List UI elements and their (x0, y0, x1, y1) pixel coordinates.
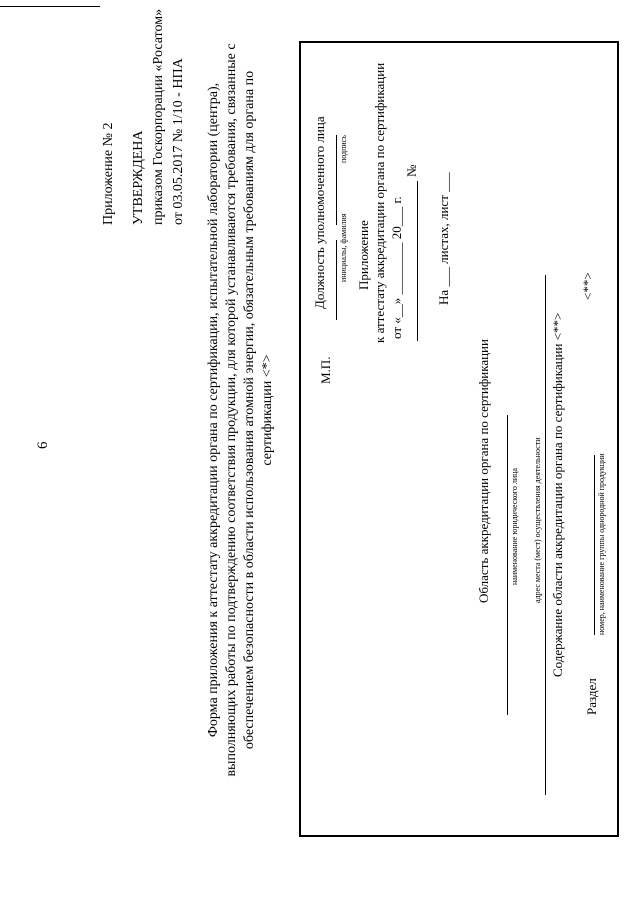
address-line (545, 275, 546, 795)
product-group-caption: номер, наименование группы однородной продукции (597, 453, 606, 635)
order-date-line: от 03.05.2017 № 1/10 - НПА (171, 58, 186, 225)
date-template: от «__» ________ 20___ г. (389, 196, 404, 339)
form-title-line-4: сертификации <*> (260, 354, 275, 466)
order-line: приказом Госкорпорации «Росатом» (151, 8, 166, 225)
number-label: № (404, 164, 419, 177)
section-label: Раздел (584, 678, 599, 715)
legal-entity-line (507, 415, 508, 715)
signature-caption: подпись (339, 135, 348, 163)
name-caption: инициалы, фамилия (339, 213, 348, 282)
appendix-to: к аттестату аккредитации органа по сертификации (372, 62, 387, 343)
sheets-line: На ___ листах, лист ___ (436, 172, 451, 305)
scope-title: Область аккредитации органа по сертификации (476, 339, 491, 603)
appendix-label: Приложение (356, 220, 371, 290)
number-line (417, 181, 418, 341)
form-title-line-2: выполняющих работы по подтверждению соответствия продукции, для которой устанавливаются требования, связанные с (224, 43, 239, 777)
annex-title: Приложение № 2 (101, 122, 116, 225)
approved-label: УТВЕРЖДЕНА (131, 130, 146, 225)
form-title-line-3: обеспечением безопасности в области использования атомной энергии, обязательным требованиям для органа по (242, 70, 257, 750)
stamp-label: М.П. (318, 356, 333, 384)
footnote-ref: <**> (580, 272, 595, 300)
form-title-line-1: Форма приложения к аттестату аккредитации органа по сертификации, испытательной лаборатории (центра), (206, 82, 221, 738)
page-number: 6 (35, 441, 51, 449)
official-position: Должность уполномоченного лица (312, 116, 327, 309)
form-frame (299, 41, 619, 837)
content-title: Содержание области аккредитации органа по сертификации <**> (550, 312, 565, 677)
name-line (336, 240, 337, 320)
legal-entity-caption: наименование юридического лица (510, 468, 519, 585)
product-group-line (594, 455, 595, 635)
signature-line (336, 135, 337, 225)
address-caption: адрес места (мест) осуществления деятельности (533, 437, 542, 603)
